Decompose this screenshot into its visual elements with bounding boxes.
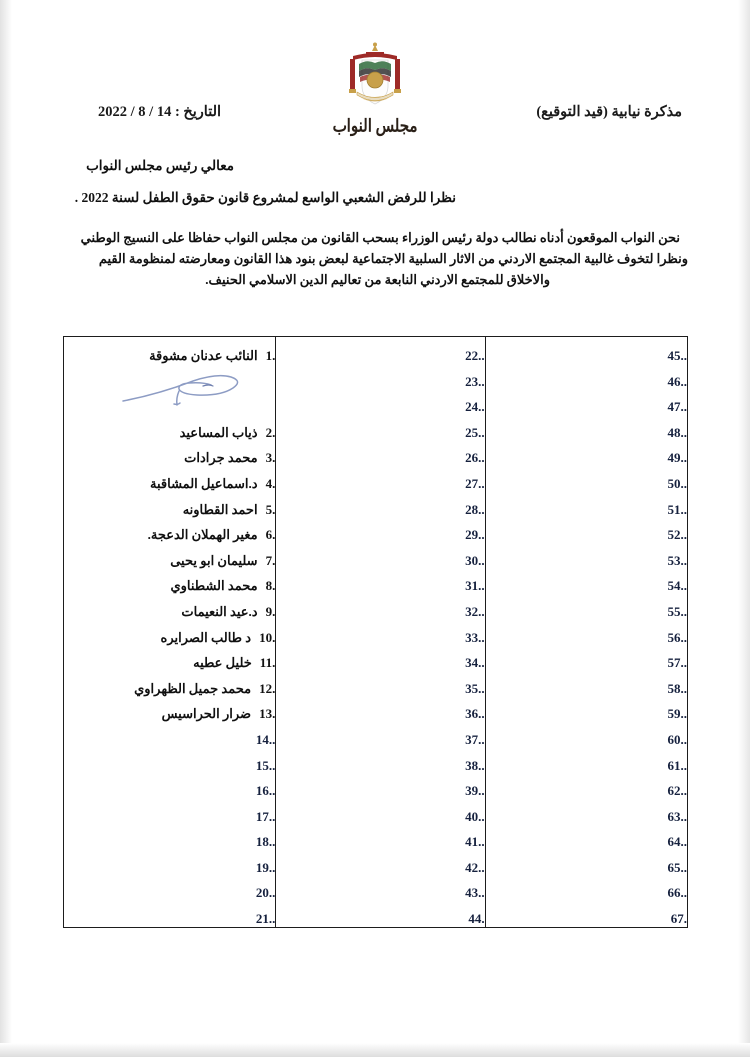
signature-row[interactable]	[276, 829, 484, 855]
signature-row[interactable]	[64, 650, 275, 676]
signature-row[interactable]	[276, 548, 484, 574]
signature-row[interactable]	[64, 753, 275, 779]
signature-row-number: 17..	[255, 808, 276, 824]
signature-row-number: 22..	[465, 348, 485, 363]
signature-row[interactable]	[276, 727, 484, 753]
signature-row-number: 26..	[465, 450, 485, 466]
signature-row[interactable]	[276, 701, 484, 727]
signature-row-number: 7.	[265, 552, 276, 568]
signature-row[interactable]	[486, 701, 687, 727]
signature-row-number: 38..	[465, 757, 485, 773]
signature-row[interactable]	[486, 778, 687, 804]
signature-row-name: محمد الشطناوي	[170, 578, 258, 594]
memo-date: التاريخ : 14 / 8 / 2022	[98, 104, 222, 120]
paragraph-line-3: والاخلاق للمجتمع الاردني النابعة من تعاليم الدين الاسلامي الحنيف.	[205, 272, 550, 287]
signature-column-left	[486, 337, 687, 927]
signature-row-name: د طالب الصرايره	[160, 629, 252, 645]
signature-row[interactable]	[486, 599, 687, 625]
signature-row-number: 36..	[465, 706, 485, 722]
signature-row-number: 33..	[465, 629, 485, 645]
signature-row-number: 30..	[465, 552, 485, 568]
signature-row[interactable]	[276, 855, 484, 881]
signature-row-number: 28..	[465, 501, 485, 517]
signature-row-name: النائب عدنان مشوقة	[149, 348, 258, 363]
signature-row[interactable]	[276, 650, 484, 676]
signature-row-name: احمد القطاونه	[182, 501, 258, 517]
document-header	[0, 42, 750, 152]
page-edge-shadow-bottom	[0, 1043, 750, 1057]
signature-row-number: 19..	[255, 859, 276, 875]
signature-row-number: 18..	[255, 834, 276, 850]
signature-column-right	[64, 337, 276, 927]
signature-row-number: 5.	[265, 501, 276, 517]
signature-row[interactable]	[276, 343, 484, 369]
signature-row[interactable]	[276, 625, 484, 651]
signature-row[interactable]	[64, 445, 275, 471]
signature-row[interactable]	[486, 471, 687, 497]
signature-row-number: 34..	[465, 655, 485, 671]
signature-row-number: 35..	[465, 680, 485, 696]
signature-row[interactable]	[64, 829, 275, 855]
signature-row[interactable]	[276, 676, 484, 702]
emblem-caption: مجلس النواب	[332, 117, 418, 137]
signature-row-name: د.اسماعيل المشاقبة	[150, 475, 258, 491]
signature-row[interactable]	[276, 420, 484, 446]
signature-row[interactable]	[64, 676, 275, 702]
signature-row-name: محمد جرادات	[184, 450, 258, 466]
signature-row[interactable]	[276, 804, 484, 830]
signature-row[interactable]	[486, 753, 687, 779]
signature-row-number: 50..	[667, 475, 687, 491]
signature-row[interactable]	[486, 855, 687, 881]
signature-row-number: 24..	[465, 399, 485, 415]
signature-row-number: 56..	[667, 629, 687, 645]
signature-row-number: 20..	[255, 885, 276, 901]
signature-row[interactable]	[276, 471, 484, 497]
signature-row-number: 44.	[468, 911, 485, 927]
signature-row-number: 65..	[667, 859, 687, 875]
signature-row[interactable]	[64, 727, 275, 753]
signature-row[interactable]	[486, 573, 687, 599]
page-edge-shadow-right	[738, 0, 750, 1057]
signature-row[interactable]	[64, 548, 275, 574]
signature-row-number: 13.	[259, 706, 276, 722]
signature-row-number: 4.	[265, 475, 276, 491]
signature-row-number: 66..	[667, 885, 687, 901]
signature-row-number: 14..	[255, 731, 276, 747]
signature-row-number: 12.	[259, 680, 276, 696]
signature-row[interactable]	[276, 573, 484, 599]
signature-row[interactable]	[486, 497, 687, 523]
signature-column-middle	[276, 337, 485, 927]
signature-row[interactable]	[276, 394, 484, 420]
signature-row-name: ذياب المساعيد	[179, 424, 258, 440]
signature-row[interactable]	[276, 906, 484, 932]
signature-row-number: 49..	[667, 450, 687, 466]
signature-row-number: 48..	[667, 424, 687, 440]
signature-row[interactable]	[486, 804, 687, 830]
signature-row[interactable]	[276, 445, 484, 471]
signature-row-name: سليمان ابو يحيى	[170, 552, 258, 568]
signature-row-number: 9.	[265, 603, 276, 619]
signature-row-spacer[interactable]	[64, 369, 275, 395]
signature-row[interactable]	[64, 701, 275, 727]
signature-row-number: 53..	[667, 552, 687, 568]
signature-row[interactable]	[64, 880, 275, 906]
signature-row-number: 3.	[265, 450, 276, 466]
signature-row[interactable]	[486, 650, 687, 676]
signature-row-number: 1.	[265, 348, 276, 363]
signature-row-number: 63..	[667, 808, 687, 824]
subject-line: نظرا للرفض الشعبي الواسع لمشروع قانون حقوق الطفل لسنة 2022 .	[74, 190, 456, 205]
signature-row-number: 60..	[667, 731, 687, 747]
signature-row[interactable]	[486, 369, 687, 395]
signature-row[interactable]	[276, 778, 484, 804]
signature-row-name: د.عيد النعيمات	[181, 603, 258, 619]
signature-row-number: 23..	[465, 373, 485, 389]
signature-row[interactable]	[276, 522, 484, 548]
signature-row[interactable]	[486, 625, 687, 651]
signature-row[interactable]	[64, 497, 275, 523]
signature-row[interactable]	[64, 522, 275, 548]
signature-row-number: 52..	[667, 527, 687, 543]
signature-row-spacer[interactable]	[64, 394, 275, 420]
signature-row-number: 42..	[465, 859, 485, 875]
signature-table	[63, 336, 688, 928]
signature-row[interactable]	[64, 906, 275, 932]
signature-row-number: 46..	[667, 373, 687, 389]
signature-row[interactable]	[486, 343, 687, 369]
signature-row[interactable]	[64, 343, 275, 369]
signature-row[interactable]	[64, 420, 275, 446]
signature-row-number: 64..	[667, 834, 687, 850]
document-body	[62, 158, 688, 290]
signature-row-number: 67.	[670, 911, 687, 927]
signature-row-number: 54..	[667, 578, 687, 594]
signature-row[interactable]	[64, 573, 275, 599]
signature-row-number: 21..	[255, 911, 276, 927]
signature-row[interactable]	[276, 369, 484, 395]
signature-row-number: 62..	[667, 783, 687, 799]
signature-row[interactable]	[276, 753, 484, 779]
signature-row[interactable]	[486, 420, 687, 446]
signature-row-number: 27..	[465, 475, 485, 491]
addressee-line: معالي رئيس مجلس النواب	[86, 158, 234, 173]
signature-row-number: 61..	[667, 757, 687, 773]
signature-row-name: ضرار الحراسيس	[161, 706, 252, 722]
signature-row-number: 11.	[259, 655, 276, 671]
signature-row[interactable]	[64, 625, 275, 651]
signature-row-number: 2.	[265, 424, 276, 440]
signature-row-number: 47..	[667, 399, 687, 415]
signature-row-number: 32..	[465, 603, 485, 619]
signature-row-number: 57..	[667, 655, 687, 671]
signature-row-number: 31..	[465, 578, 485, 594]
signature-row-number: 40..	[465, 808, 485, 824]
paragraph-line-2: ونظرا لتخوف غالبية المجتمع الاردني من الاثار السلبية الاجتماعية لبعض بنود هذا القانون ومعارضته لمنظومة القيم	[98, 251, 688, 266]
signature-row-number: 55..	[667, 603, 687, 619]
signature-row[interactable]	[486, 727, 687, 753]
signature-row-number: 10.	[259, 629, 276, 645]
signature-row[interactable]	[486, 829, 687, 855]
paragraph-line-1: نحن النواب الموقعون أدناه نطالب دولة رئيس الوزراء بسحب القانون من مجلس النواب حفاظا على النسيج الوطني	[80, 230, 680, 245]
signature-row[interactable]	[276, 497, 484, 523]
signature-row-name: خليل عطيه	[193, 655, 252, 671]
signature-row-number: 25..	[465, 424, 485, 440]
signature-row[interactable]	[276, 599, 484, 625]
signature-row[interactable]	[64, 599, 275, 625]
signature-row-number: 6.	[265, 527, 276, 543]
signature-row-number: 8.	[265, 578, 276, 594]
memo-title: مذكرة نيابية (قيد التوقيع)	[536, 104, 682, 120]
coat-of-arms-icon	[329, 42, 421, 116]
signature-row[interactable]	[64, 778, 275, 804]
signature-row-number: 15..	[255, 757, 276, 773]
signature-row-number: 41..	[465, 834, 485, 850]
signature-row[interactable]	[64, 804, 275, 830]
signature-row[interactable]	[486, 906, 687, 932]
signature-row[interactable]	[64, 471, 275, 497]
signature-row-number: 59..	[667, 706, 687, 722]
signature-row-number: 43..	[465, 885, 485, 901]
signature-row-number: 37..	[465, 731, 485, 747]
signature-row-number: 39..	[465, 783, 485, 799]
signature-row[interactable]	[486, 676, 687, 702]
page-edge-shadow-left	[0, 0, 12, 1057]
signature-row-number: 51..	[667, 501, 687, 517]
signature-row-number: 45..	[667, 348, 687, 363]
jordan-coat-of-arms-emblem	[320, 42, 430, 136]
signature-row[interactable]	[486, 522, 687, 548]
signature-row[interactable]	[486, 548, 687, 574]
signature-row[interactable]	[486, 880, 687, 906]
signature-row-name: محمد جميل الظهراوي	[134, 680, 252, 696]
signature-row-number: 29..	[465, 527, 485, 543]
signature-row[interactable]	[486, 445, 687, 471]
memo-paragraph	[62, 227, 688, 290]
signature-row[interactable]	[486, 394, 687, 420]
signature-row[interactable]	[276, 880, 484, 906]
signature-row-number: 16..	[255, 783, 276, 799]
signature-row[interactable]	[64, 855, 275, 881]
signature-row-number: 58..	[667, 680, 687, 696]
signature-row-name: مغير الهملان الدعجة.	[147, 527, 258, 543]
